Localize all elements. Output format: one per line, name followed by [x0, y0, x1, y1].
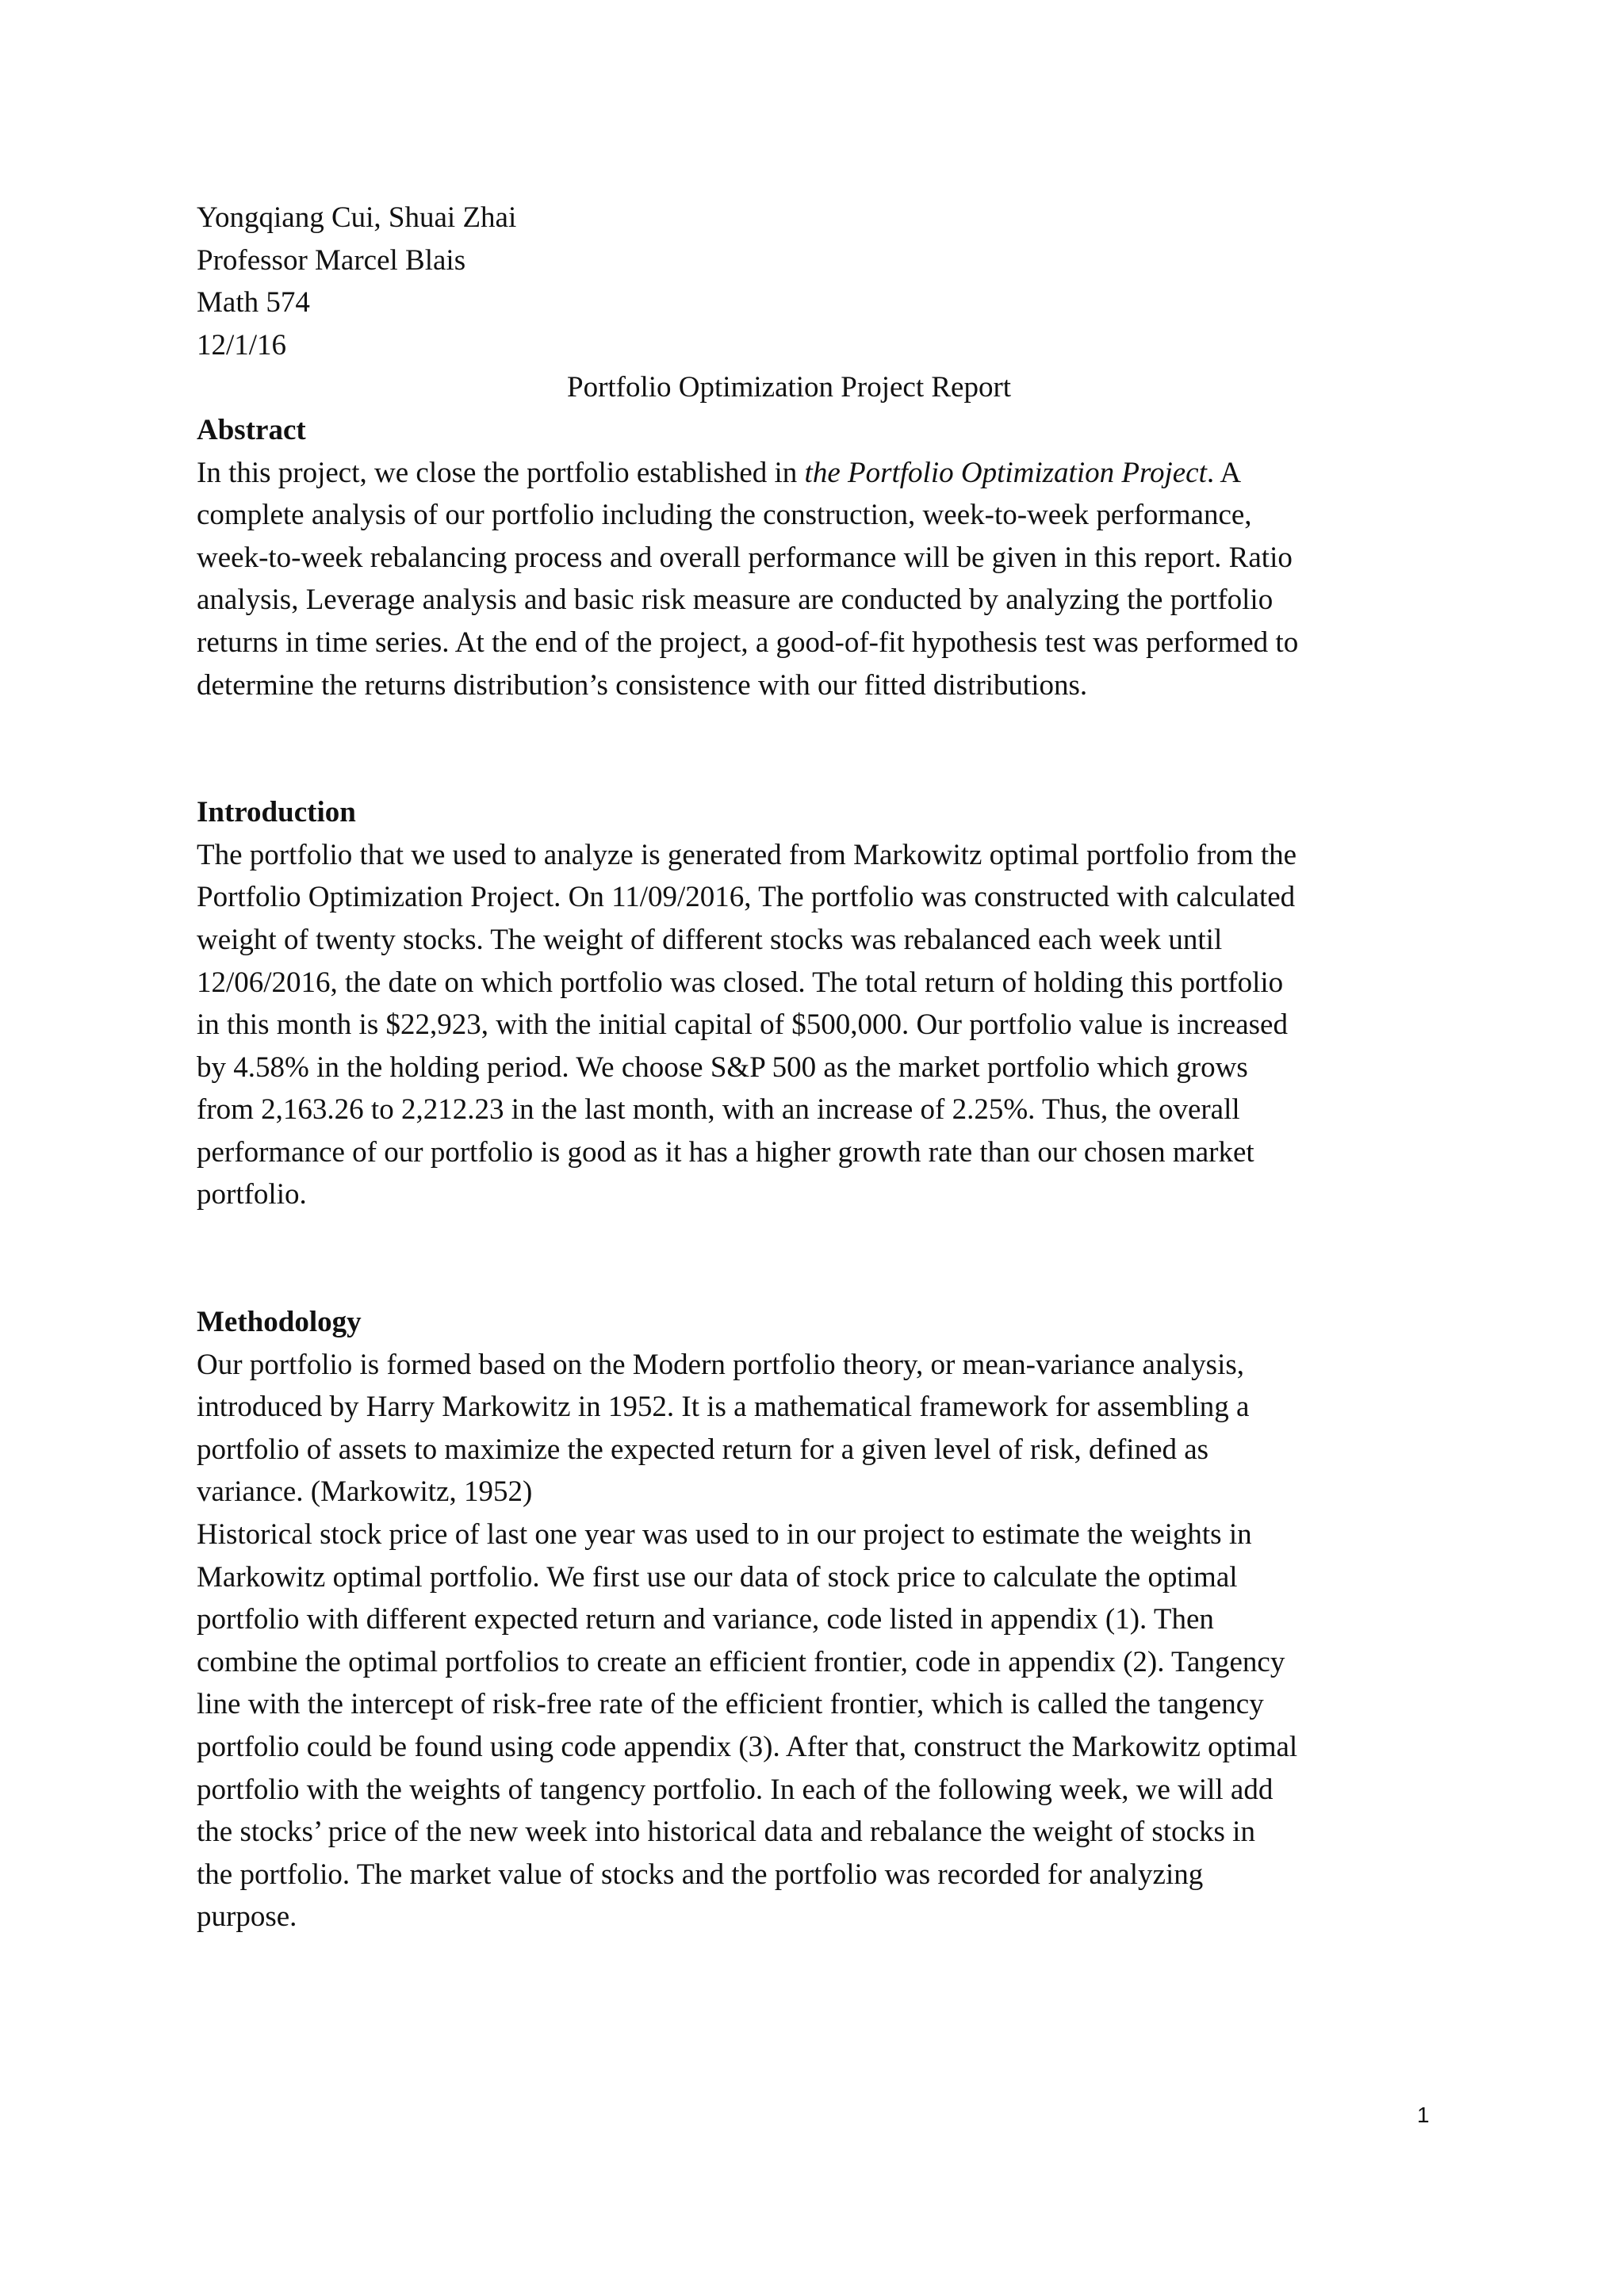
introduction-line: weight of twenty stocks. The weight of different stocks was rebalanced each week until	[197, 923, 1223, 956]
introduction-line: portfolio.	[197, 1178, 307, 1211]
introduction-heading: Introduction	[197, 796, 356, 829]
methodology-line: portfolio with different expected return and variance, code listed in appendix (1). Then	[197, 1603, 1214, 1636]
report-date: 12/1/16	[197, 328, 287, 362]
abstract-line: complete analysis of our portfolio including the construction, week-to-week performance,	[197, 499, 1252, 532]
abstract-line: analysis, Leverage analysis and basic risk measure are conducted by analyzing the portfolio	[197, 584, 1274, 617]
section-spacer	[197, 706, 1434, 791]
author-names: Yongqiang Cui, Shuai Zhai	[197, 201, 517, 234]
introduction-line: by 4.58% in the holding period. We choose S&P 500 as the market portfolio which grows	[197, 1050, 1248, 1084]
introduction-line: The portfolio that we used to analyze is generated from Markowitz optimal portfolio from the	[197, 838, 1297, 871]
course-name: Math 574	[197, 286, 310, 320]
abstract-paragraph	[197, 452, 1434, 707]
methodology-line: portfolio of assets to maximize the expected return for a given level of risk, defined as	[197, 1433, 1209, 1466]
methodology-heading: Methodology	[197, 1306, 362, 1339]
abstract-heading: Abstract	[197, 413, 306, 446]
introduction-line: from 2,163.26 to 2,212.23 in the last month, with an increase of 2.25%. Thus, the overall	[197, 1093, 1240, 1127]
methodology-line: the portfolio. The market value of stocks and the portfolio was recorded for analyzing	[197, 1858, 1204, 1891]
methodology-paragraph	[197, 1344, 1434, 1938]
methodology-line: portfolio with the weights of tangency portfolio. In each of the following week, we will add	[197, 1773, 1274, 1806]
introduction-line: 12/06/2016, the date on which portfolio was closed. The total return of holding this portfolio	[197, 966, 1284, 999]
methodology-line: Our portfolio is formed based on the Modern portfolio theory, or mean-variance analysis,	[197, 1348, 1244, 1381]
professor-name: Professor Marcel Blais	[197, 243, 466, 277]
methodology-line: introduced by Harry Markowitz in 1952. It is a mathematical framework for assembling a	[197, 1391, 1250, 1424]
italic-project-name: the Portfolio Optimization Project	[804, 456, 1207, 489]
methodology-line: Markowitz optimal portfolio. We first use our data of stock price to calculate the optimal	[197, 1560, 1238, 1594]
introduction-line: performance of our portfolio is good as it has a higher growth rate than our chosen market	[197, 1135, 1254, 1169]
methodology-line: purpose.	[197, 1900, 297, 1934]
section-spacer	[197, 1216, 1434, 1301]
methodology-line: portfolio could be found using code appendix (3). After that, construct the Markowitz optimal	[197, 1731, 1298, 1763]
introduction-line: Portfolio Optimization Project. On 11/09/2016, The portfolio was constructed with calculated	[197, 881, 1296, 914]
page-number: 1	[1417, 2103, 1430, 2127]
document-page	[197, 197, 1434, 1938]
introduction-line: in this month is $22,923, with the initial capital of $500,000. Our portfolio value is increased	[197, 1008, 1288, 1042]
methodology-line: line with the intercept of risk-free rate of the efficient frontier, which is called the tangency	[197, 1688, 1264, 1721]
introduction-paragraph	[197, 834, 1434, 1216]
methodology-line: Historical stock price of last one year was used to in our project to estimate the weights in	[197, 1518, 1252, 1552]
abstract-line: In this project, we close the portfolio established in the Portfolio Optimization Project. A	[197, 456, 1242, 489]
methodology-line: the stocks’ price of the new week into historical data and rebalance the weight of stocks in	[197, 1816, 1255, 1849]
abstract-line: determine the returns distribution’s consistence with our fitted distributions.	[197, 668, 1088, 702]
report-title: Portfolio Optimization Project Report	[567, 371, 1012, 404]
abstract-line: week-to-week rebalancing process and overall performance will be given in this report. Ratio	[197, 541, 1293, 574]
abstract-line: returns in time series. At the end of the project, a good-of-fit hypothesis test was performed to	[197, 626, 1299, 659]
methodology-line: variance. (Markowitz, 1952)	[197, 1475, 533, 1509]
methodology-line: combine the optimal portfolios to create an efficient frontier, code in appendix (2). Tangency	[197, 1645, 1285, 1678]
